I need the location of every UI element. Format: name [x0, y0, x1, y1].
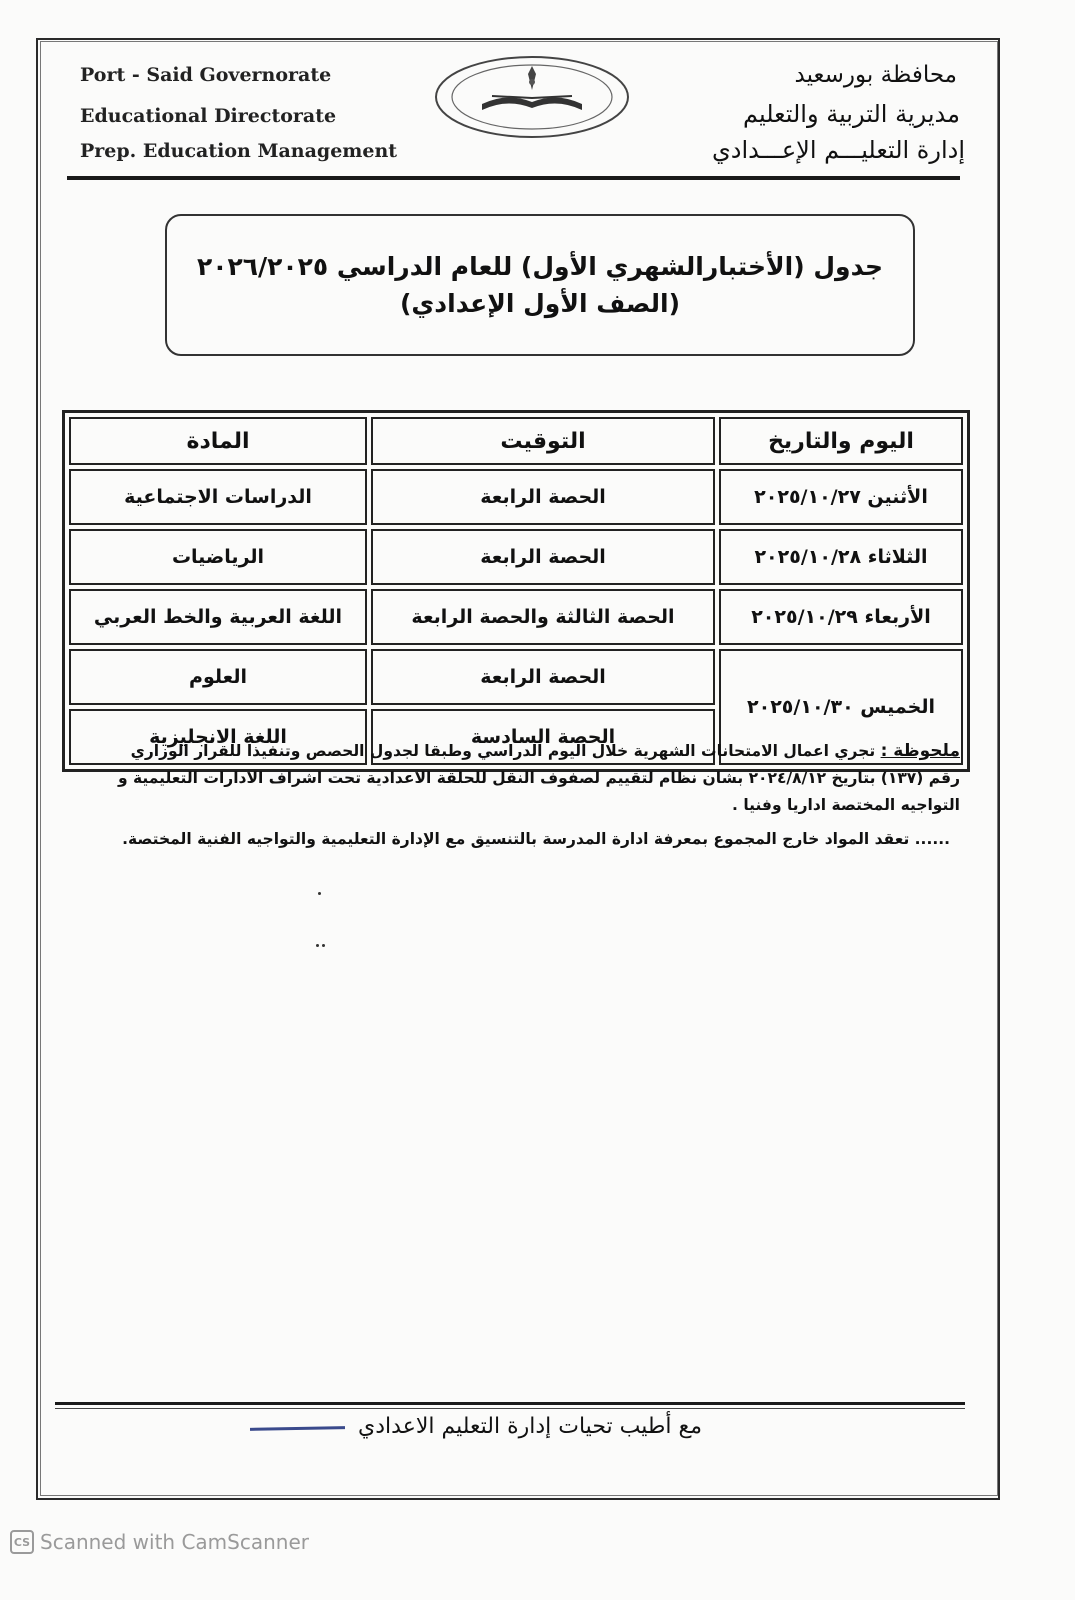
header-en-directorate: Educational Directorate — [80, 105, 337, 127]
table-row — [69, 649, 963, 705]
scanner-watermark — [10, 1530, 309, 1554]
table-header-row — [69, 417, 963, 465]
row-day: الأربعاء ٢٠٢٥/١٠/٢٩ — [719, 589, 963, 645]
scan-speck — [322, 944, 325, 947]
closing-text: مع أطيب تحيات إدارة التعليم الاعدادي — [358, 1414, 702, 1439]
title-line-1: جدول (الأختبارالشهري الأول) للعام الدراسي ٢٠٢٦/٢٠٢٥ — [196, 252, 884, 281]
header-time: التوقيت — [371, 417, 715, 465]
scan-speck — [318, 892, 321, 895]
note-paragraph — [100, 738, 960, 819]
row-day: الخميس ٢٠٢٥/١٠/٣٠ — [719, 649, 963, 765]
header-divider — [67, 176, 960, 180]
table-row — [69, 469, 963, 525]
footer-divider — [55, 1402, 965, 1405]
exam-schedule-table — [62, 410, 970, 772]
row-day: الأثنين ٢٠٢٥/١٠/٢٧ — [719, 469, 963, 525]
row-day: الثلاثاء ٢٠٢٥/١٠/٢٨ — [719, 529, 963, 585]
note-text: تجري اعمال الامتحانات الشهرية خلال اليوم الدراسي وطبقا لجدول الحصص وتنفيذا للقرار الوزاري رقم (١٣٧) بتاريخ ٢٠٢٤/٨/١٢ بشان نظام لتقييم لصفوف النقل للحلقة الاعدادية تحت اشراف الادارات التعليمية و التواجيه المختصة اداريا وفنيا . — [117, 742, 960, 814]
row-subject: اللغة الانجليزية — [69, 709, 367, 765]
row-time: الحصة الثالثة والحصة الرابعة — [371, 589, 715, 645]
directorate-logo — [432, 52, 632, 142]
note-line-2: ...... تعقد المواد خارج المجموع بمعرفة ادارة المدرسة بالتنسيق مع الإدارة التعليمية والتواجيه الفنية المختصة. — [122, 830, 950, 848]
row-time: الحصة الرابعة — [371, 469, 715, 525]
row-time: الحصة الرابعة — [371, 529, 715, 585]
note-label: ملحوظة : — [880, 741, 960, 761]
camscanner-icon: CS — [10, 1530, 34, 1554]
row-subject: اللغة العربية والخط العربي — [69, 589, 367, 645]
header-ar-governorate: محافظة بورسعيد — [794, 62, 957, 88]
scan-speck — [316, 944, 319, 947]
watermark-text: Scanned with CamScanner — [40, 1530, 309, 1554]
footer-divider-thin — [55, 1408, 965, 1409]
title-box — [165, 214, 915, 356]
row-subject: الدراسات الاجتماعية — [69, 469, 367, 525]
header-en-governorate: Port - Said Governorate — [80, 64, 332, 86]
header-ar-directorate: مديرية التربية والتعليم — [743, 100, 960, 128]
header-subject: المادة — [69, 417, 367, 465]
header-day: اليوم والتاريخ — [719, 417, 963, 465]
row-time: الحصة السادسة — [371, 709, 715, 765]
row-time: الحصة الرابعة — [371, 649, 715, 705]
row-subject: العلوم — [69, 649, 367, 705]
header-en-management: Prep. Education Management — [80, 140, 398, 162]
title-line-2: (الصف الأول الإعدادي) — [399, 289, 681, 318]
header-ar-management: إدارة التعليـــم الإعـــدادي — [711, 136, 965, 164]
row-subject: الرياضيات — [69, 529, 367, 585]
table-row — [69, 529, 963, 585]
table-row — [69, 589, 963, 645]
